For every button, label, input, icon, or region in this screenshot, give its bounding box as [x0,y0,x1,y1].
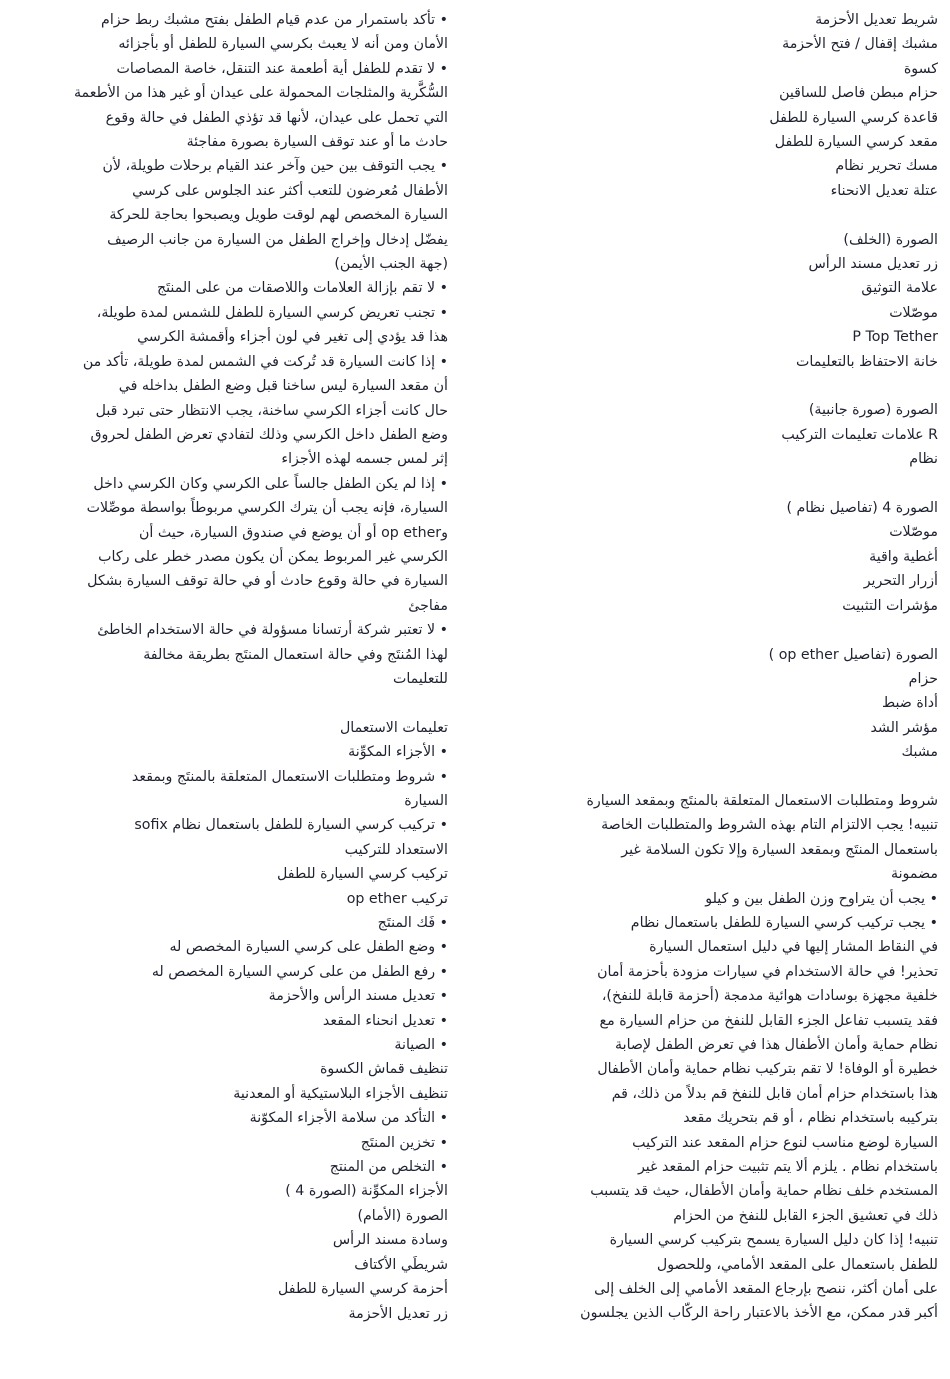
text-line: • يجب تركيب كرسي السيارة للطفل باستعمال نظام [630,914,938,931]
text-line: مفاجئ [408,597,448,614]
text-line: موصّلات [889,524,938,541]
text-line: تحذير! في حالة الاستخدام في سيارات مزودة بأحزمة أمان [597,963,938,980]
text-line: التي تحمل على عيدان، لأنها قد تؤذي الطفل في حالة وقوع [105,109,448,126]
text-line: على أمان أكثر، ننصح بإرجاع المقعد الأمامي إلى الخلف إلى [594,1281,938,1298]
text-line [498,765,938,789]
text-line: لهذا المُنتَج وفي حالة استعمال المنتَج بطريقة مخالفة [143,646,448,663]
text-line: تنبيه! يجب الالتزام التام بهذه الشروط والمتطلبات الخاصة [601,817,938,834]
text-line [498,374,938,398]
text-line: فقد يتسبب تفاعل الجزء القابل للنفخ من حزام السيارة مع [599,1012,938,1029]
text-line: • الصيانة [394,1037,448,1054]
text-line: مشبك إقفال / فتح الأحزمة [782,36,938,53]
text-line: زر تعديل الأحزمة [348,1305,448,1322]
text-line: وop ether أو أن يوضع في صندوق السيارة، حيث أن [139,524,448,541]
text-line: الأطفال مُعرضون للتعب أكثر عند الجلوس على كرسي [132,182,448,199]
text-line: • تجنب تعريض كرسي السيارة للطفل للشمس لمدة طويلة، [96,304,448,321]
text-line: المستخدم خلف نظام حماية وأمان الأطفال، حيث قد يتسبب [590,1183,938,1200]
text-line: السيارة [404,792,448,809]
text-line: • الأجزاء المكوِّنة [348,744,448,761]
text-line: تنبيه! إذا كان دليل السيارة يسمح بتركيب كرسي السيارة [609,1232,938,1249]
text-line: حزام مبطن فاصل للساقين [779,85,938,102]
text-line: السيارة المخصص لهم لوقت طويل ويصبحوا بحاجة للحركة [109,207,448,224]
text-line: شريط تعديل الأحزمة [815,12,938,28]
text-line: • تعديل انحناء المقعد [322,1012,448,1029]
text-line: الصورة (تفاصيل op ether ) [768,646,938,663]
text-line: زر تعديل مسند الرأس [808,256,938,273]
right-text-column [498,8,938,1326]
text-line: • لا تقدم للطفل أية أطعمة عند التنقل، خاصة المصاصات [116,60,448,77]
text-line: مسك تحرير نظام [835,158,938,175]
text-line [8,691,448,715]
text-line: • شروط ومتطلبات الاستعمال المتعلقة بالمنتَج وبمقعد [131,768,448,785]
text-line: نظام [909,451,938,468]
text-line: الكرسي غير المربوط يمكن أن يكون مصدر خطر على ركاب [98,548,448,565]
text-line: • إذا لم يكن الطفل جالساً على الكرسي وكان الكرسي داخل [93,475,448,492]
text-line: أغطية واقية [869,548,938,565]
text-line: أن مقعد السيارة ليس ساخنا قبل وضع الطفل بداخله في [118,378,448,395]
text-line: P Top Tether [852,329,938,346]
text-line: الاستعداد للتركيب [344,841,448,858]
text-line: نظام حماية وأمان الأطفال هذا في تعرض الطفل لإصابة [615,1036,938,1053]
text-line: خلفية مجهزة بوسادات هوائية مدمجة (أحزمة قابلة للنفخ)، [601,988,938,1005]
text-line: حزام [908,670,938,687]
text-line: تنظيف الأجزاء البلاستيكية أو المعدنية [233,1085,448,1102]
text-line: • تعديل مسند الرأس والأحزمة [268,988,448,1005]
text-line: • يجب التوقف بين حين وآخر عند القيام برحلات طويلة، لأن [102,158,448,175]
text-line: تنظيف قماش الكسوة [320,1061,448,1078]
text-line: أزرار التحرير [863,573,938,590]
text-line: الصورة (الأمام) [357,1207,448,1224]
text-line: • لا تعتبر شركة أرتسانا مسؤولة في حالة الاستخدام الخاطئ [97,622,448,639]
text-line: تركيب كرسي السيارة للطفل [277,866,448,883]
text-line: في النقاط المشار إليها في دليل استعمال السيارة [649,939,938,956]
text-line: مشبك [901,744,938,761]
text-line: الأمان ومن أنه لا يعبث بكرسي السيارة للطفل أو بأجزائه [118,36,448,53]
text-line: إثر لمس جسمه لهذه الأجزاء [281,451,448,468]
text-line: تعليمات الاستعمال [339,719,448,736]
text-line: الصورة (صورة جانبية) [808,402,938,419]
text-line: الأجزاء المكوِّنة (الصورة 4 ) [285,1183,448,1200]
text-line: وضع الطفل داخل الكرسي وذلك لتفادي تعرض الطفل لحروق [90,426,448,443]
text-line: • فَك المنتَج [377,915,448,932]
text-line: قاعدة كرسي السيارة للطفل [769,109,938,126]
text-line: • تخزين المنتَج [360,1134,448,1151]
text-line: علامة التوثيق [861,280,938,297]
text-line: السيارة، فإنه يجب أن يترك الكرسي مربوطاً بواسطة موصِّلات [86,500,448,517]
text-line [498,618,938,642]
text-line: • لا تقم بإزالة العلامات واللاصقات من على المنتَج [156,280,448,297]
text-line: شريطَي الأكتاف [354,1256,448,1273]
text-line: • تأكد باستمرار من عدم قيام الطفل بفتح مشبك ربط حزام [101,12,448,28]
text-line: موصّلات [889,304,938,321]
text-line: بتركيبه باستخدام نظام ، أو قم بتحريك مقعد [683,1110,938,1127]
text-line: • رفع الطفل من على كرسي السيارة المخصص له [151,963,448,980]
text-line: شروط ومتطلبات الاستعمال المتعلقة بالمنتَج وبمقعد السيارة [586,792,938,809]
text-line: (جهة الجنب الأيمن) [334,256,448,273]
text-line: ذلك في تعشيق الجزء القابل للنفخ من الحزام [673,1207,938,1224]
text-line: • التأكد من سلامة الأجزاء المكوّنة [249,1110,448,1127]
text-line: السيارة في حالة وقوع حادث أو في حالة توقف السيارة بشكل [87,573,448,590]
left-text-column [8,8,448,1326]
text-line: للطفل باستعمال على المقعد الأمامي، وللحصول [656,1256,938,1273]
text-line: وسادة مسند الرأس [332,1232,448,1249]
text-line: أحزمة كرسي السيارة للطفل [278,1281,448,1298]
text-line: حادث ما أو عند توقف السيارة بصورة مفاجئة [186,134,448,151]
text-line: خانة الاحتفاظ بالتعليمات [796,353,938,370]
text-line: • إذا كانت السيارة قد تُركت في الشمس لمدة طويلة، تأكد من [82,353,448,370]
text-line: • وضع الطفل على كرسي السيارة المخصص له [169,939,448,956]
text-line: عتلة تعديل الانحناء [830,182,938,199]
text-line: حال كانت أجزاء الكرسي ساخنة، يجب الانتظار حتى تبرد قبل [95,402,448,419]
text-line: كسوة [903,60,938,77]
text-line: • تركيب كرسي السيارة للطفل باستعمال نظام sofix [134,817,448,834]
text-line: هذا باستخدام حزام أمان قابل للنفخ قم بدلاً من ذلك، قم [611,1085,938,1102]
text-line: مؤشرات التثبيت [842,597,938,614]
text-line: السُّكَّرية والمثلجات المحمولة على عيدان أو غير هذا من الأطعمة [73,85,448,102]
text-line: خطيرة أو الوفاة! لا تقم بتركيب نظام حماية وأمان الأطفال [597,1061,938,1078]
text-line: • يجب أن يتراوح وزن الطفل بين و كيلو [705,890,938,907]
text-line: باستعمال المنتَج وبمقعد السيارة وإلا تكون السلامة غير [621,841,938,858]
text-line: للتعليمات [392,670,448,687]
text-line: مؤشر الشد [870,719,938,736]
text-line: تركيب op ether [346,890,448,907]
text-line [498,203,938,227]
text-line [498,472,938,496]
text-line: أداة ضبط [882,695,938,712]
text-line: أكبر قدر ممكن، مع الأخذ بالاعتبار راحة الركّاب الذين يجلسون [580,1305,938,1322]
text-line: مضمونة [891,866,938,883]
text-line: الصورة 4 (تفاصيل نظام ) [786,500,938,517]
text-line: R علامات تعليمات التركيب [781,426,938,443]
text-line: مقعد كرسي السيارة للطفل [774,134,938,151]
text-line: هذا قد يؤدي إلى تغير في لون أجزاء وأقمشة الكرسي [137,329,448,346]
text-line: • التخلص من المنتج [329,1159,448,1176]
text-line: الصورة (الخلف) [843,231,938,248]
text-line: السيارة لوضع مناسب لنوع حزام المقعد عند التركيب [632,1134,938,1151]
text-line: يفضّل إدخال وإخراج الطفل من السيارة من جانب الرصيف [107,231,448,248]
text-line: باستخدام نظام . يلزم ألا يتم تثبيت حزام المقعد غير [637,1159,938,1176]
